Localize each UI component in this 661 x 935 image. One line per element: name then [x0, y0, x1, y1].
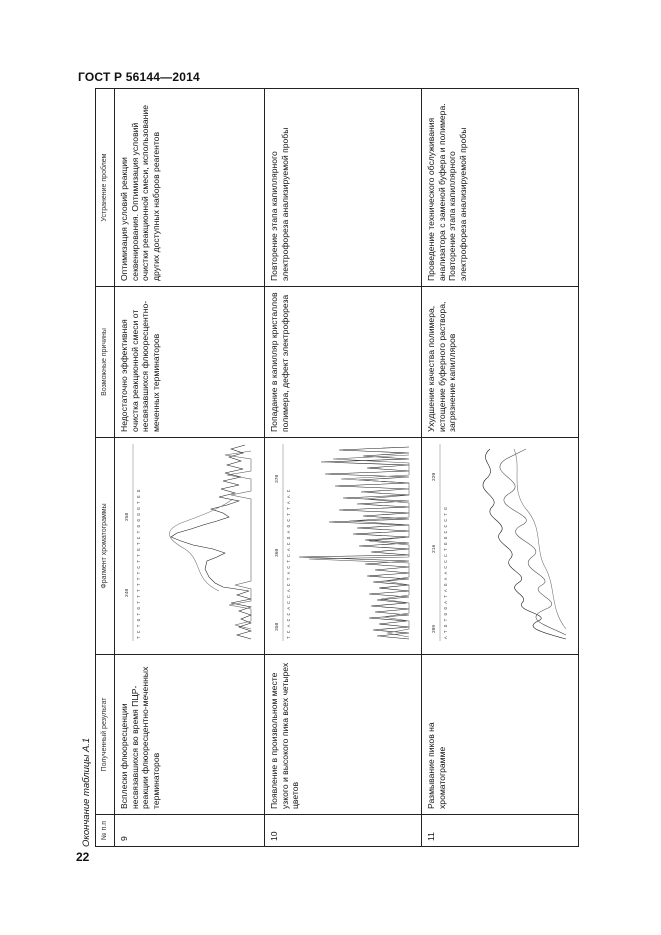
causes-cell: Ухудшение качества полимера, истощение буферного раствора, загрязнение капилляров	[422, 287, 579, 438]
chromatogram-broad-peaks	[426, 439, 569, 649]
result-cell: Размывание пиков на хроматограмме	[422, 655, 579, 815]
fixes-cell: Проведение технического обслуживания анализатора с заменой буфера и полимера. Повторение этапа капиллярного электрофореза анализируемой пробы	[422, 89, 579, 287]
chromatogram-tick: 240	[125, 588, 130, 597]
chromatogram-cell	[265, 438, 422, 655]
table-row	[422, 89, 579, 847]
troubleshooting-table	[95, 88, 579, 847]
chromatogram-tick: 360	[275, 548, 280, 557]
page-number: 22	[76, 850, 90, 864]
row-number: 10	[265, 815, 422, 847]
chromatogram-tick: 209	[432, 624, 437, 633]
chromatogram-tick: 370	[275, 474, 280, 483]
column-header-chromatogram: Фрагмент хроматограммы	[96, 438, 115, 655]
chromatogram-cell	[115, 438, 265, 655]
row-number: 9	[115, 815, 265, 847]
chromatogram-tick: 216	[432, 544, 437, 553]
chromatogram-tick: 220	[432, 472, 437, 481]
fixes-cell: Оптимизация условий реакции секвенирования. Оптимизация условий очистки реакционной смеси, использование других доступных наборов реагентов	[115, 89, 265, 287]
column-header-result: Полученный результат	[96, 655, 115, 815]
table-header-row	[96, 89, 115, 847]
result-cell: Всплески флюоресценции несвязавшихся во время ПЦР-реакции флюоресцентно-меченных терминаторов	[115, 655, 265, 815]
result-cell: Появление в произвольном месте узкого и высокого пика всех четырех цветов	[265, 655, 422, 815]
chromatogram-tick: 250	[125, 512, 130, 521]
chromatogram-spike	[269, 439, 412, 649]
row-number: 11	[422, 815, 579, 847]
fixes-cell: Повторение этапа капиллярного электрофореза анализируемой пробы	[265, 89, 422, 287]
table-caption: Окончание таблицы А.1	[81, 737, 92, 847]
chromatogram-tick: 350	[275, 622, 280, 631]
chromatogram-cell	[422, 438, 579, 655]
table-row	[115, 89, 265, 847]
column-header-num: № п.п	[96, 815, 115, 847]
causes-cell: Недостаточно эффективная очистка реакционной смеси от несвязавшихся флюоресцентно-меченных терминаторов	[115, 287, 265, 438]
chromatogram-base-calls: T C T G T G T T T T T T C T T G T C T G G G G T G G	[137, 489, 142, 639]
column-header-fixes: Устранение проблем	[96, 89, 115, 287]
table-row	[265, 89, 422, 847]
causes-cell: Попадание в капилляр кристаллов полимера, дефект электрофореза	[265, 287, 422, 438]
document-standard-header: ГОСТ Р 56144—2014	[78, 70, 200, 84]
chromatogram-base-calls: A T G T G G A T A G A A C C C T G G C C C T G	[444, 506, 449, 639]
column-header-causes: Возможные причины	[96, 287, 115, 438]
chromatogram-dye-blobs	[119, 439, 255, 649]
chromatogram-base-calls: T C A C C A C C A C T A C T C A C G A G C T T A A C	[287, 489, 292, 639]
rotated-table-block	[81, 89, 592, 847]
